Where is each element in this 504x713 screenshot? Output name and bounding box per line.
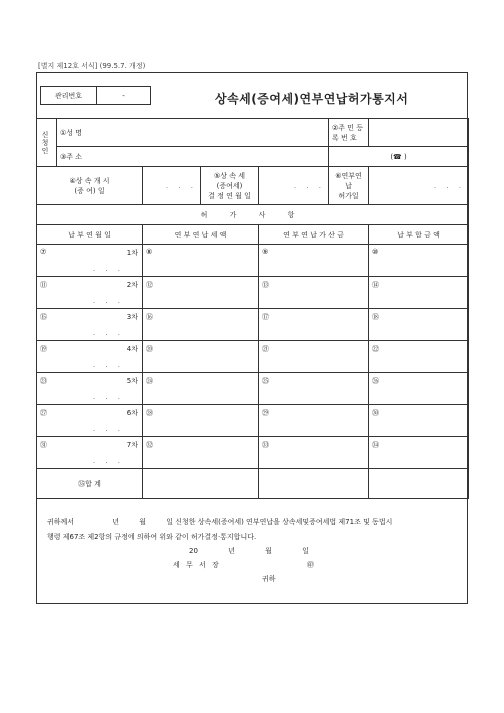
form-number-label: [별지 제12호 서식] (99.5.7. 개정) [38,62,146,70]
issue-year-prefix: 20 [189,547,198,555]
page-title: 상속세(증여세)연부연납허가통지서 [215,92,409,106]
form-container [36,72,468,604]
notice-part2: 일 신청한 상속세(증여세) 연부연납을 상속세및증여세법 제71조 및 동법시 [166,518,393,526]
payment-date-cell[interactable]: ⑪ 2차 . . . [37,277,143,309]
notice-year: 년 [112,518,120,526]
notice-part1: 귀하께서 [47,518,75,526]
table-row [37,437,469,469]
issue-day: 일 [302,547,309,555]
table-row [37,309,469,341]
total-payment-cell[interactable]: ㉚ [369,405,469,437]
permit-section-header: 허 가 사 항 [37,205,469,225]
applicant-section-label: 신청인 [37,119,57,167]
payment-date-cell[interactable]: ㉓ 5차 . . . [37,373,143,405]
notice-month: 월 [139,518,147,526]
table-row [37,373,469,405]
id-number-field[interactable] [369,119,469,147]
total-row [37,469,469,499]
total-payment-cell[interactable]: ⑭ [369,277,469,309]
installment-tax-cell[interactable]: ⑯ [143,309,259,341]
installment-surcharge-cell[interactable]: ㉝ [259,437,369,469]
inheritance-start-value[interactable]: . . . [143,167,201,205]
tax-office-head: 세 무 서 장 [173,561,221,569]
total-payment-cell[interactable]: ⑩ [369,245,469,277]
total-surcharge-cell[interactable] [259,469,369,499]
address-label: ③주 소 [60,152,83,161]
installment-tax-cell[interactable]: ㉔ [143,373,259,405]
issue-year: 년 [228,547,235,555]
total-installment-tax-cell[interactable] [143,469,259,499]
payment-date-cell[interactable]: ⑦ 1차 . . . [37,245,143,277]
name-field[interactable] [57,119,329,147]
notice-text [47,515,461,545]
installment-tax-cell[interactable]: ⑫ [143,277,259,309]
total-payment-cell[interactable]: ㉖ [369,373,469,405]
total-label: ㉟합 계 [37,469,143,499]
total-payment-cell[interactable]: ㉞ [369,437,469,469]
column-header-installment-surcharge: 연 부 연 납 가 산 금 [259,225,369,245]
name-label: ①성 명 [60,128,83,137]
installment-surcharge-cell[interactable]: ㉙ [259,405,369,437]
table-row [37,341,469,373]
total-payment-cell[interactable]: ㉒ [369,341,469,373]
issue-date-line [189,546,337,556]
column-header-total-payment: 납 부 합 금 액 [369,225,469,245]
installment-tax-cell[interactable]: ⑧ [143,245,259,277]
installment-surcharge-cell[interactable]: ⑬ [259,277,369,309]
management-number-box [40,86,151,105]
seal-mark: ㊞ [307,561,314,569]
column-header-payment-date: 납 부 연 월 일 [37,225,143,245]
phone-field[interactable]: (☎ ) [329,147,469,167]
table-row [37,277,469,309]
total-payment-cell[interactable]: ⑱ [369,309,469,341]
table-row [37,405,469,437]
management-number-label: 관리번호 [41,87,97,104]
permit-date-value[interactable]: . . . [369,167,469,205]
payment-date-cell[interactable]: ㉛ 7차 . . . [37,437,143,469]
inheritance-start-label: ④상 속 개 시 (증 여) 일 [37,167,143,205]
permit-date-label: ⑥연부연납 허가일 [329,167,369,205]
management-number-value[interactable]: - [122,91,125,100]
form-table [36,118,469,499]
notice-line2: 행령 제67조 제2항의 규정에 의하여 위와 같이 허가결정·통지합니다. [47,533,257,541]
column-header-installment-tax: 연 부 연 납 세 액 [143,225,259,245]
installment-surcharge-cell[interactable]: ㉑ [259,341,369,373]
total-payment-sum-cell[interactable] [369,469,469,499]
table-row [37,245,469,277]
installment-tax-cell[interactable]: ⑳ [143,341,259,373]
id-number-label: ②주 민 등 록 번 호 [329,119,369,147]
payment-date-cell[interactable]: ⑮ 3차 . . . [37,309,143,341]
installment-surcharge-cell[interactable]: ㉕ [259,373,369,405]
addressee: 귀하 [262,575,276,583]
decision-date-value[interactable]: . . . [259,167,329,205]
payment-date-cell[interactable]: ⑲ 4차 . . . [37,341,143,373]
installment-tax-cell[interactable]: ㉘ [143,405,259,437]
installment-surcharge-cell[interactable]: ⑰ [259,309,369,341]
address-field[interactable] [57,147,329,167]
installment-tax-cell[interactable]: ㉜ [143,437,259,469]
installment-surcharge-cell[interactable]: ⑨ [259,245,369,277]
decision-date-label: ⑤상 속 세 (증여세) 결 정 연 월 일 [201,167,259,205]
issue-month: 월 [265,547,272,555]
payment-date-cell[interactable]: ㉗ 6차 . . . [37,405,143,437]
